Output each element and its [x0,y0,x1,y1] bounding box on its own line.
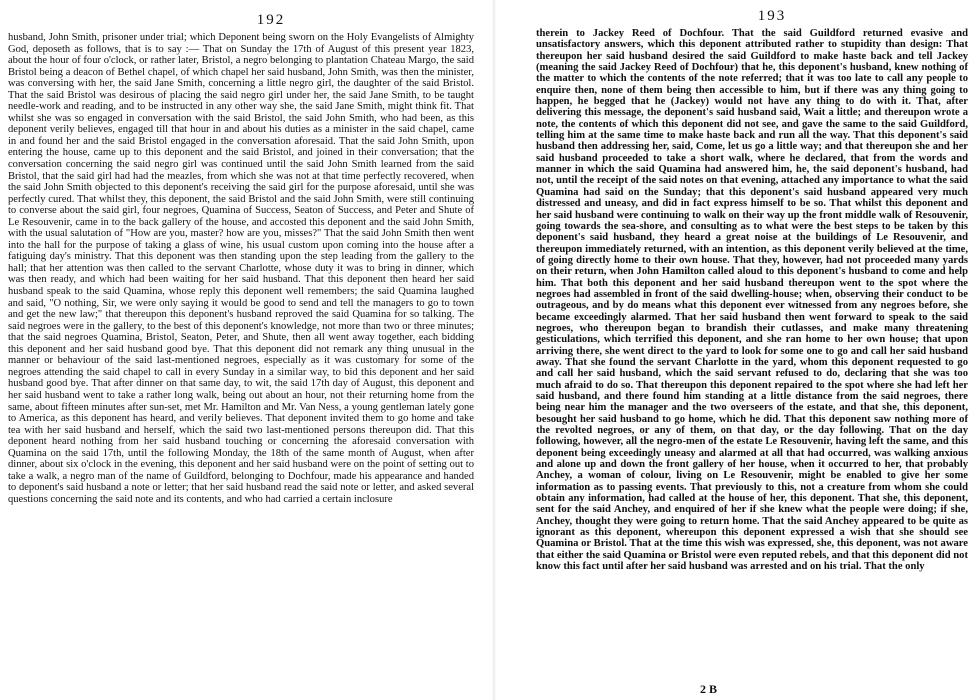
left-page-text: husband, John Smith, prisoner under trial; which Deponent being sworn on the Holy Evangelists of Almighty God, deposeth as follows, that is to say :— That on Sunday the 17th of August of this present year 1823, about the hour of four o'clock, or rather later, Bristol, a negro belonging to plantation Chateau Margo, the said Bristol being a deacon of Bethel chapel, of which chapel her said husband, John Smith, was then the minister, was conversing with her, the said Jane Smith, concerning a little negro girl, the daughter of the said Bristol. That the said Bristol was desirous of placing the said negro girl under her, the said Jane Smith, to be taught needle-work and reading, and to be instructed in any other way she, the said Jane Smith, might think fit. That whilst she was so engaged in conversation with the said Bristol, the said John Smith, who had been, as this deponent verily believes, engaged till that hour in and about his duties as a minister in the said chapel, came in and found her and the said Bristol engaged in the conversation aforesaid. That the said John Smith, upon entering the house, came up to this deponent and the said Bristol, and joined in their conversation; that the conversation concerning the said negro girl was continued until the said John Smith learned from the said Bristol, that the said girl had had the meazles, from which she was not at that time perfectly recovered, when the said John Smith objected to this deponent's receiving the said girl for the purpose aforesaid, until she was perfectly cured. That whilst they, this deponent, the said Bristol and the said John Smith, were still continuing to converse about the said girl, four negroes, Quamina of Success, Seaton of Success, and Peter and Shute of Le Resouvenir, came in to the back gallery of the house, and accosted this deponent and the said John Smith, with the usual salutation of "How are you, master? how are you, misses?" That the said John Smith then went into the hall for the purpose of taking a glass of wine, his usual custom upon coming into the house after a fatiguing day's ministry. That this deponent was then standing upon the step leading from the gallery to the hall; that her attention was then called to the servant Charlotte, whose duty it was to bring in dinner, which was then ready, and which had been waiting for her said husband. That this deponent then heard her said husband speak to the said Quamina, whose reply this deponent well remembers; the said Quamina laughed and said, "O nothing, Sir, we were only saying it would be good to send and tell the managers to go to town and get the new law;" that thereupon this deponent's husband reproved the said Quamina for so talking. The said negroes were in the gallery, to the best of this deponent's knowledge, not more than two or three minutes; that the said negroes Quamina, Bristol, Seaton, Peter, and Shute, then all went away together, each bidding this deponent and her said husband good bye. That this deponent did not remark any thing unusual in the manner or behaviour of the said last-mentioned negroes, especially as it was customary for some of the negroes attending the said chapel to call in every Sunday in a similar way, to bid this deponent and her said husband good bye. That after dinner on that same day, to wit, the said 17th day of August, this deponent and her said husband went to take a rather long walk, being out about an hour, not their returning home from the same, about fifteen minutes after sun-set, met Mr. Hamilton and Mr. Van Ness, a young gentleman lately gone to America, as this deponent has heard, and verily believes. That deponent invited them to go home and take tea with her said husband and herself, which the said two last-mentioned persons thereupon did. That this deponent heard nothing from her said husband touching or concerning the aforesaid conversation with Quamina on the said 17th, until the following Monday, the 18th of the same month of August, when after dinner, about six o'clock in the evening, this deponent and her said husband were on the point of setting out to take a walk, a negro man of the name of Guildford, belonging to Dochfour, made his appearance and handed to deponent's said husband a note or letter; that her said husband read the said note or letter, and asked several questions concerning the said note and its contents, and who had carried a certain inclosure [8,32,474,505]
printer-signature-mark: 2 B [700,682,718,696]
right-page-number: 193 [757,8,787,24]
left-page [0,0,488,700]
right-page [500,0,980,700]
book-gutter [492,0,496,700]
left-page-number: 192 [256,12,286,28]
right-page-text: therein to Jackey Reed of Dochfour. That the said Guildford returned evasive and unsatisfactory answers, which this deponent attributed rather to stupidity than design: That thereupon her said husband desired the said Guildford to make haste back and tell Jackey (meaning the said Jackey Reed of Dochfour) that he, this deponent's husband, knew nothing of the matter to which the contents of the note referred; that it was too late to call any people to enquire then, none of them being then accessible to him, but if there was any thing going to happen, he begged that he (Jackey) would not have any thing to do with it. That, after delivering this message, the deponent's said husband said, Wait a little; and thereupon wrote a note, the contents of which this deponent did not see, and gave the same to the said Guildford, telling him at the same time to make haste back and run all the way. That this deponent's said husband then addressing her, said, Come, let us go a little way; and that thereupon she and her said husband proceeded to take a short walk, where he declared, that from the words and manner in which the said Quamina had answered him, he, the said deponent's husband, had not, until the receipt of the said notes on that evening, attached any importance to what the said Quamina had said on the Sunday; that this deponent's said husband appeared very much distressed and uneasy, and did in fact express himself to be so. That whilst this deponent and her said husband were continuing to walk on their way up the front middle walk of Resouvenir, going towards the sea-shore, and consulting as to what were the best steps to be taken by this deponent's said husband, they heard a great noise at the buildings of Le Resouvenir, and thereupon immediately returned, with an intention, as this deponent verily believed at the time, of going directly home to their own house. That they, however, had not proceeded many yards on their return, when John Hamilton called aloud to this deponent's husband to come and help him. That both this deponent and her said husband thereupon went to the spot where the negroes had assembled in front of the said dwelling-house; when, observing their conduct to be outrageous, and by do means what this deponent ever witnessed from any negroes before, she became exceedingly alarmed. That her said husband then went forward to speak to the said negroes, who thereupon began to brandish their cutlasses, and make many threatening gesticulations, which terrified this deponent, and she ran home to her own house; that upon arriving there, she went direct to the yard to look for some one to go and call her said husband away. That she found the servant Charlotte in the yard, whom this deponent requested to go and call her said husband, which the said servant refused to do, declaring that she was too much afraid to do so. That thereupon this deponent repaired to the spot where she had left her said husband, and there found him standing at a little distance from the said negroes, there being near him the manager and the two overseers of the estate, and that she, this deponent, besought her said husband to go home, which he did. That this deponent saw nothing more of the revolted negroes, or any of them, on that day, or the day following. That on the day following, however, all the negro-men of the estate Le Resouvenir, having left the same, and this deponent being exceedingly uneasy and alarmed at all that had occurred, was walking anxious and alone up and down the front gallery of her house, when it occurred to her, that probably Anchey, a woman of colour, living on Le Resouvenir, might be enabled to give her some information as to passing events. That previously to this, not a creature from whom she could obtain any information, had called at the house of her, this deponent. That she, this deponent, sent for the said Anchey, and enquired of her if she knew what the people were doing; if she, Anchey, thought they were going to return home. That the said Anchey appeared to be quite as ignorant as this deponent, whereupon this deponent expressed a wish that she should see Quamina or Bristol. That at the time this wish was expressed, she, this deponent, was not aware that either the said Quamina or Bristol were even reputed rebels, and that this deponent did not know this fact until after her said husband was arrested and on his trial. That the only [536,28,968,573]
